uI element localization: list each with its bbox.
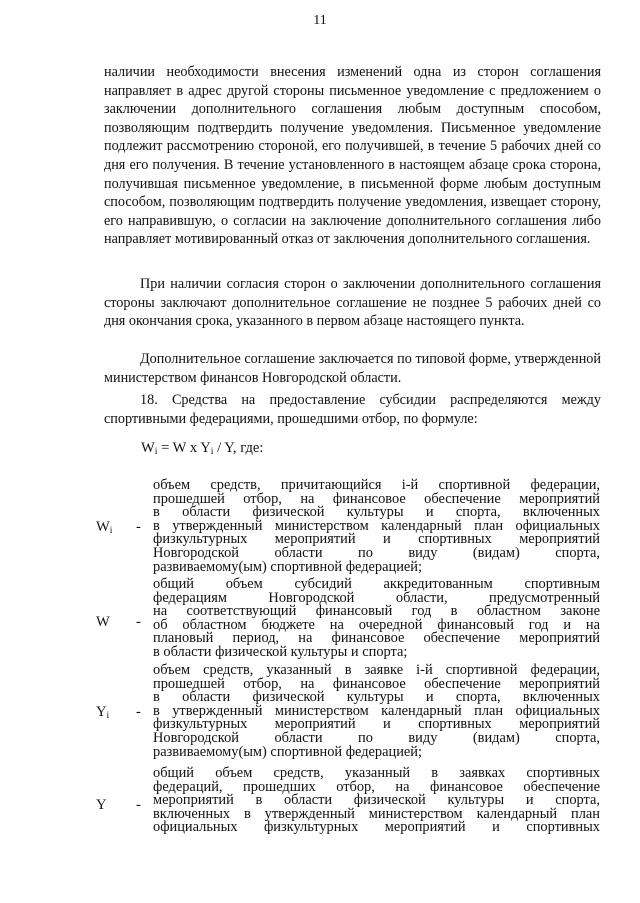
definition-dash: - <box>136 614 141 630</box>
definition-wi <box>96 479 604 577</box>
definition-line: общий объем средств, указанный в заявках спортивных <box>153 765 600 781</box>
definition-symbol: Y <box>96 797 107 813</box>
definition-line: физкультурных мероприятий и спортивных мероприятий <box>153 716 600 733</box>
definition-line: включенных в утвержденный министерством календарный план <box>153 805 600 822</box>
definition-line: официальных физкультурных мероприятий и спортивных <box>153 819 600 836</box>
definition-line: Новгородской области по виду (видам) спорта, <box>153 729 600 746</box>
formula-sub-i: i <box>154 447 158 457</box>
definition-text <box>153 479 600 574</box>
definition-line: в области физической культуры и спорта; <box>153 643 408 660</box>
definition-line: плановый период, на финансовое обеспечение мероприятий <box>153 630 600 647</box>
paragraph-amendment-notice: наличии необходимости внесения изменений одна из сторон соглашения направляет в адрес другой стороны письменное уведомление с предложением о заключении дополнительного соглашения любым доступным способом, позволяющим подтвердить получение уведомления. Письменное уведомление подлежит рассмотрению стороной, его получившей, в течение 5 рабочих дней со дня его получения. В течение установленного в настоящем абзаце срока сторона, получившая письменное уведомление, в письменной форме любым доступным способом, позволяющим подтвердить получение уведомления, извещает сторону, его направившую, о согласии на заключение дополнительного соглашения либо направляет мотивированный отказ от заключения дополнительного соглашения. <box>104 64 601 248</box>
definition-yi <box>96 664 604 762</box>
definition-dash: - <box>136 519 141 535</box>
formula-mid: = W x Y <box>157 440 211 456</box>
definition-line: развиваемому(ым) спортивной федерацией; <box>153 558 423 575</box>
definition-line: федерациям Новгородской области, предусмотренный <box>153 589 600 606</box>
formula-w: W <box>141 440 155 456</box>
definition-line: в утвержденный министерством календарный план официальных <box>153 702 600 719</box>
definition-line: прошедшей отбор, на финансовое обеспечение мероприятий <box>153 490 600 507</box>
definition-symbol: $Y_i$ <box>96 704 110 721</box>
definition-line: объем средств, указанный в заявке i-й спортивной федерации, <box>153 662 600 678</box>
definition-line: развиваемому(ым) спортивной федерацией; <box>153 743 423 760</box>
paragraph-item-18: 18. Средства на предоставление субсидии распределяются между спортивными федерациями, прошедшими отбор, по формуле: <box>104 392 601 427</box>
formula-tail: / Y, где: <box>213 440 264 456</box>
definition-text <box>153 578 600 660</box>
definition-dash: - <box>136 704 141 720</box>
definition-line: мероприятий в области физической культуры и спорта, <box>153 792 600 809</box>
definition-line: Новгородской области по виду (видам) спорта, <box>153 544 600 561</box>
paragraph-agreement-consent: При наличии согласия сторон о заключении дополнительного соглашения стороны заключают дополнительное соглашение не позднее 5 рабочих дней со дня окончания срока, указанного в первом абзаце настоящего пункта. <box>104 276 601 330</box>
formula-sub-i-2: i <box>210 447 214 457</box>
definition-y <box>96 767 604 865</box>
definition-line: в области физической культуры и спорта, включенных <box>153 504 600 521</box>
definition-line: объем средств, причитающийся i-й спортивной федерации, <box>153 477 600 493</box>
definition-line: общий объем субсидий аккредитованным спортивным <box>153 576 600 592</box>
definition-text <box>153 664 600 759</box>
paragraph-standard-form: Дополнительное соглашение заключается по типовой форме, утвержденной министерством финансов Новгородской области. <box>104 351 601 386</box>
definition-line: федераций, прошедших отбор, на финансовое обеспечение <box>153 778 600 795</box>
definition-text <box>153 767 600 835</box>
definition-symbol-subscript: i <box>109 526 113 536</box>
definition-line: об областном бюджете на очередной финансовый год и на <box>153 616 600 633</box>
definition-symbol-subscript: i <box>106 711 110 721</box>
definition-symbol: $W_i$ <box>96 519 113 536</box>
definition-symbol: W <box>96 614 110 630</box>
definition-line: физкультурных мероприятий и спортивных мероприятий <box>153 531 600 548</box>
page-number: 11 <box>313 13 327 28</box>
distribution-formula <box>141 440 263 457</box>
definition-line: прошедшей отбор, на финансовое обеспечение мероприятий <box>153 675 600 692</box>
definition-line: в области физической культуры и спорта, включенных <box>153 689 600 706</box>
definition-dash: - <box>136 797 141 813</box>
definition-line: в утвержденный министерством календарный план официальных <box>153 517 600 534</box>
definition-line: на соответствующий финансовый год в областном законе <box>153 603 600 620</box>
